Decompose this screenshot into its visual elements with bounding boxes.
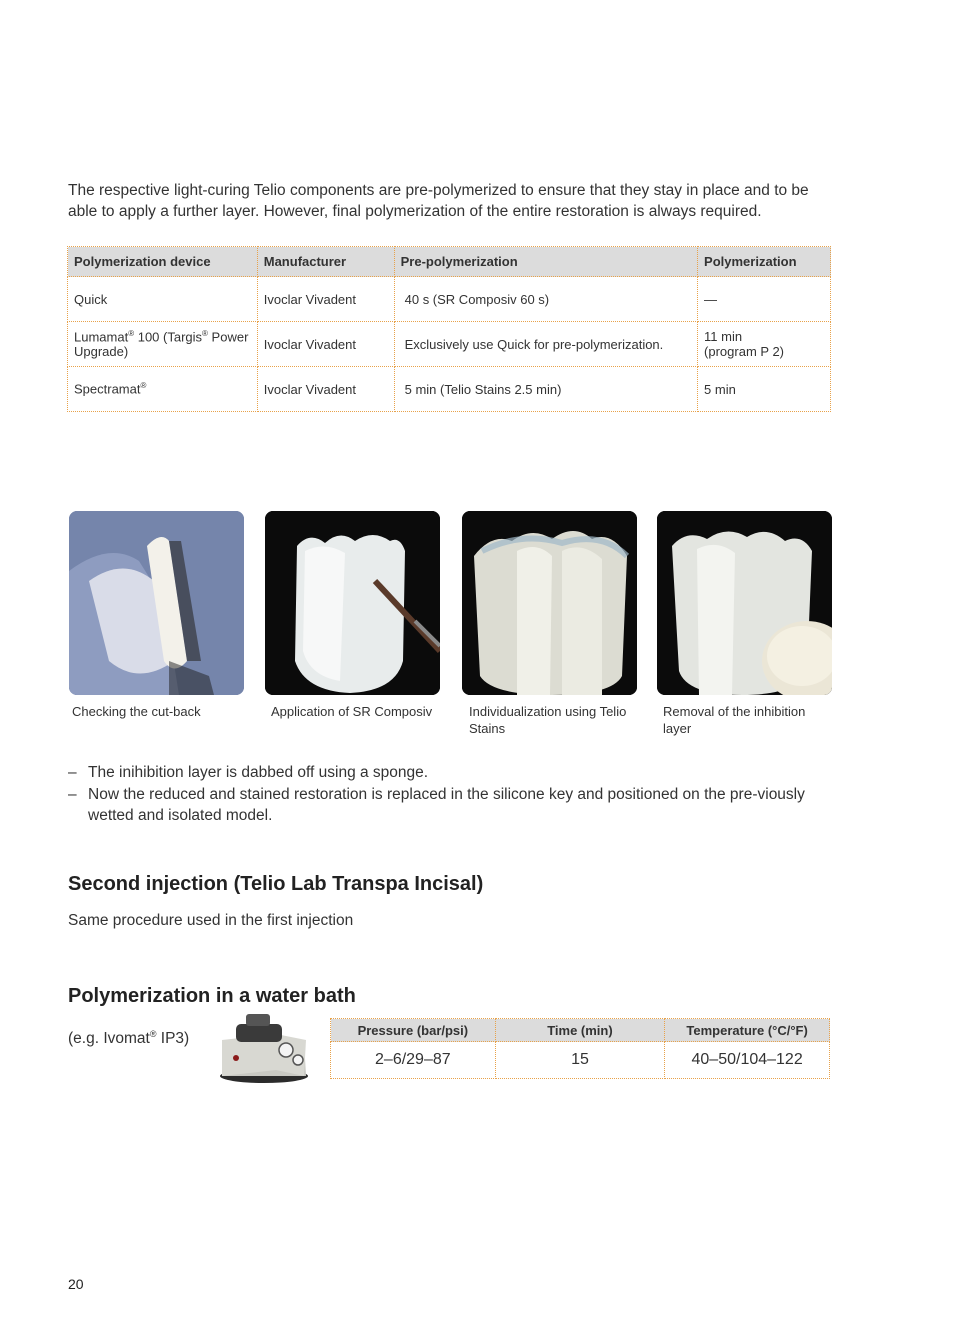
caption: Removal of the inhibition layer (663, 704, 806, 736)
cell-poly: — (698, 277, 831, 322)
device-name: Spectramat (74, 381, 141, 397)
cell-pre: 40 s (SR Composiv 60 s) (394, 277, 697, 322)
example-text: (e.g. Ivomat (68, 1030, 150, 1048)
dash: – (68, 786, 77, 803)
registered-mark: ® (202, 328, 208, 338)
polymerization-table (67, 246, 831, 412)
cell-poly (698, 322, 831, 367)
list-item (68, 762, 808, 783)
photo-cut-back (69, 511, 244, 695)
table-row (68, 277, 831, 322)
list-item (68, 784, 808, 826)
list-item-text: The inihibition layer is dabbed off using a sponge. (88, 764, 429, 781)
header-temperature: Temperature (°C/°F) (665, 1019, 830, 1042)
cell-manufacturer: Ivoclar Vivadent (257, 322, 394, 367)
registered-mark: ® (128, 328, 135, 338)
header-pre-polymerization: Pre-polymerization (394, 247, 697, 277)
table-row (68, 322, 831, 367)
table-header-row (68, 247, 831, 277)
table-header-row (331, 1019, 830, 1042)
device-name: Power Upgrade) (74, 329, 249, 360)
intro-paragraph: The respective light-curing Telio components are pre-polymerized to ensure that they stay in place and to be able to apply a further layer. However, final polymerization of the entire restoration is always required. (68, 182, 809, 220)
bullet-list (68, 762, 808, 827)
cell-manufacturer: Ivoclar Vivadent (257, 277, 394, 322)
tooth-illustration (657, 511, 832, 695)
list-item-text: Now the reduced and stained restoration is replaced in the silicone key and positioned on the pre-viously wetted and isolated model. (88, 786, 805, 824)
cell-poly: 5 min (698, 367, 831, 412)
section-heading: Second injection (Telio Lab Transpa Incisal) (68, 873, 484, 895)
poly-line: (program P 2) (704, 344, 785, 359)
header-polymerization: Polymerization (698, 247, 831, 277)
caption: Application of SR Composiv (271, 704, 433, 719)
cell-time: 15 (495, 1042, 665, 1079)
caption: Individualization using Telio Stains (469, 704, 627, 736)
ivomat-device-image (216, 1012, 310, 1084)
cell-pressure: 2–6/29–87 (331, 1042, 496, 1079)
photo-sr-composiv (265, 511, 440, 695)
device-example (68, 1029, 189, 1048)
caption: Checking the cut-back (72, 704, 201, 719)
photo-telio-stains (462, 511, 637, 695)
example-text: IP3) (156, 1030, 190, 1048)
registered-mark: ® (149, 1029, 157, 1039)
water-bath-table (330, 1018, 830, 1079)
table-row (331, 1042, 830, 1079)
tooth-illustration (69, 511, 244, 695)
photo-inhibition-layer (657, 511, 832, 695)
header-manufacturer: Manufacturer (257, 247, 394, 277)
cell-manufacturer: Ivoclar Vivadent (257, 367, 394, 412)
table-row (68, 367, 831, 412)
page-number: 20 (68, 1276, 84, 1292)
cell-device (68, 322, 258, 367)
poly-line: 11 min (704, 329, 743, 344)
device-name: 100 (Targis (134, 329, 203, 345)
device-name: Lumamat (74, 329, 129, 345)
cell-device (68, 367, 258, 412)
dash: – (68, 764, 77, 781)
section-heading: Polymerization in a water bath (68, 985, 356, 1007)
cell-temperature: 40–50/104–122 (665, 1042, 830, 1079)
header-pressure: Pressure (bar/psi) (331, 1019, 496, 1042)
cell-pre: Exclusively use Quick for pre-polymerization. (394, 322, 697, 367)
header-time: Time (min) (495, 1019, 665, 1042)
section-text: Same procedure used in the first injection (68, 912, 354, 929)
tooth-illustration (462, 511, 637, 695)
cell-device: Quick (68, 277, 258, 322)
header-device: Polymerization device (68, 247, 258, 277)
registered-mark: ® (140, 381, 147, 391)
tooth-illustration (265, 511, 440, 695)
cell-pre: 5 min (Telio Stains 2.5 min) (394, 367, 697, 412)
